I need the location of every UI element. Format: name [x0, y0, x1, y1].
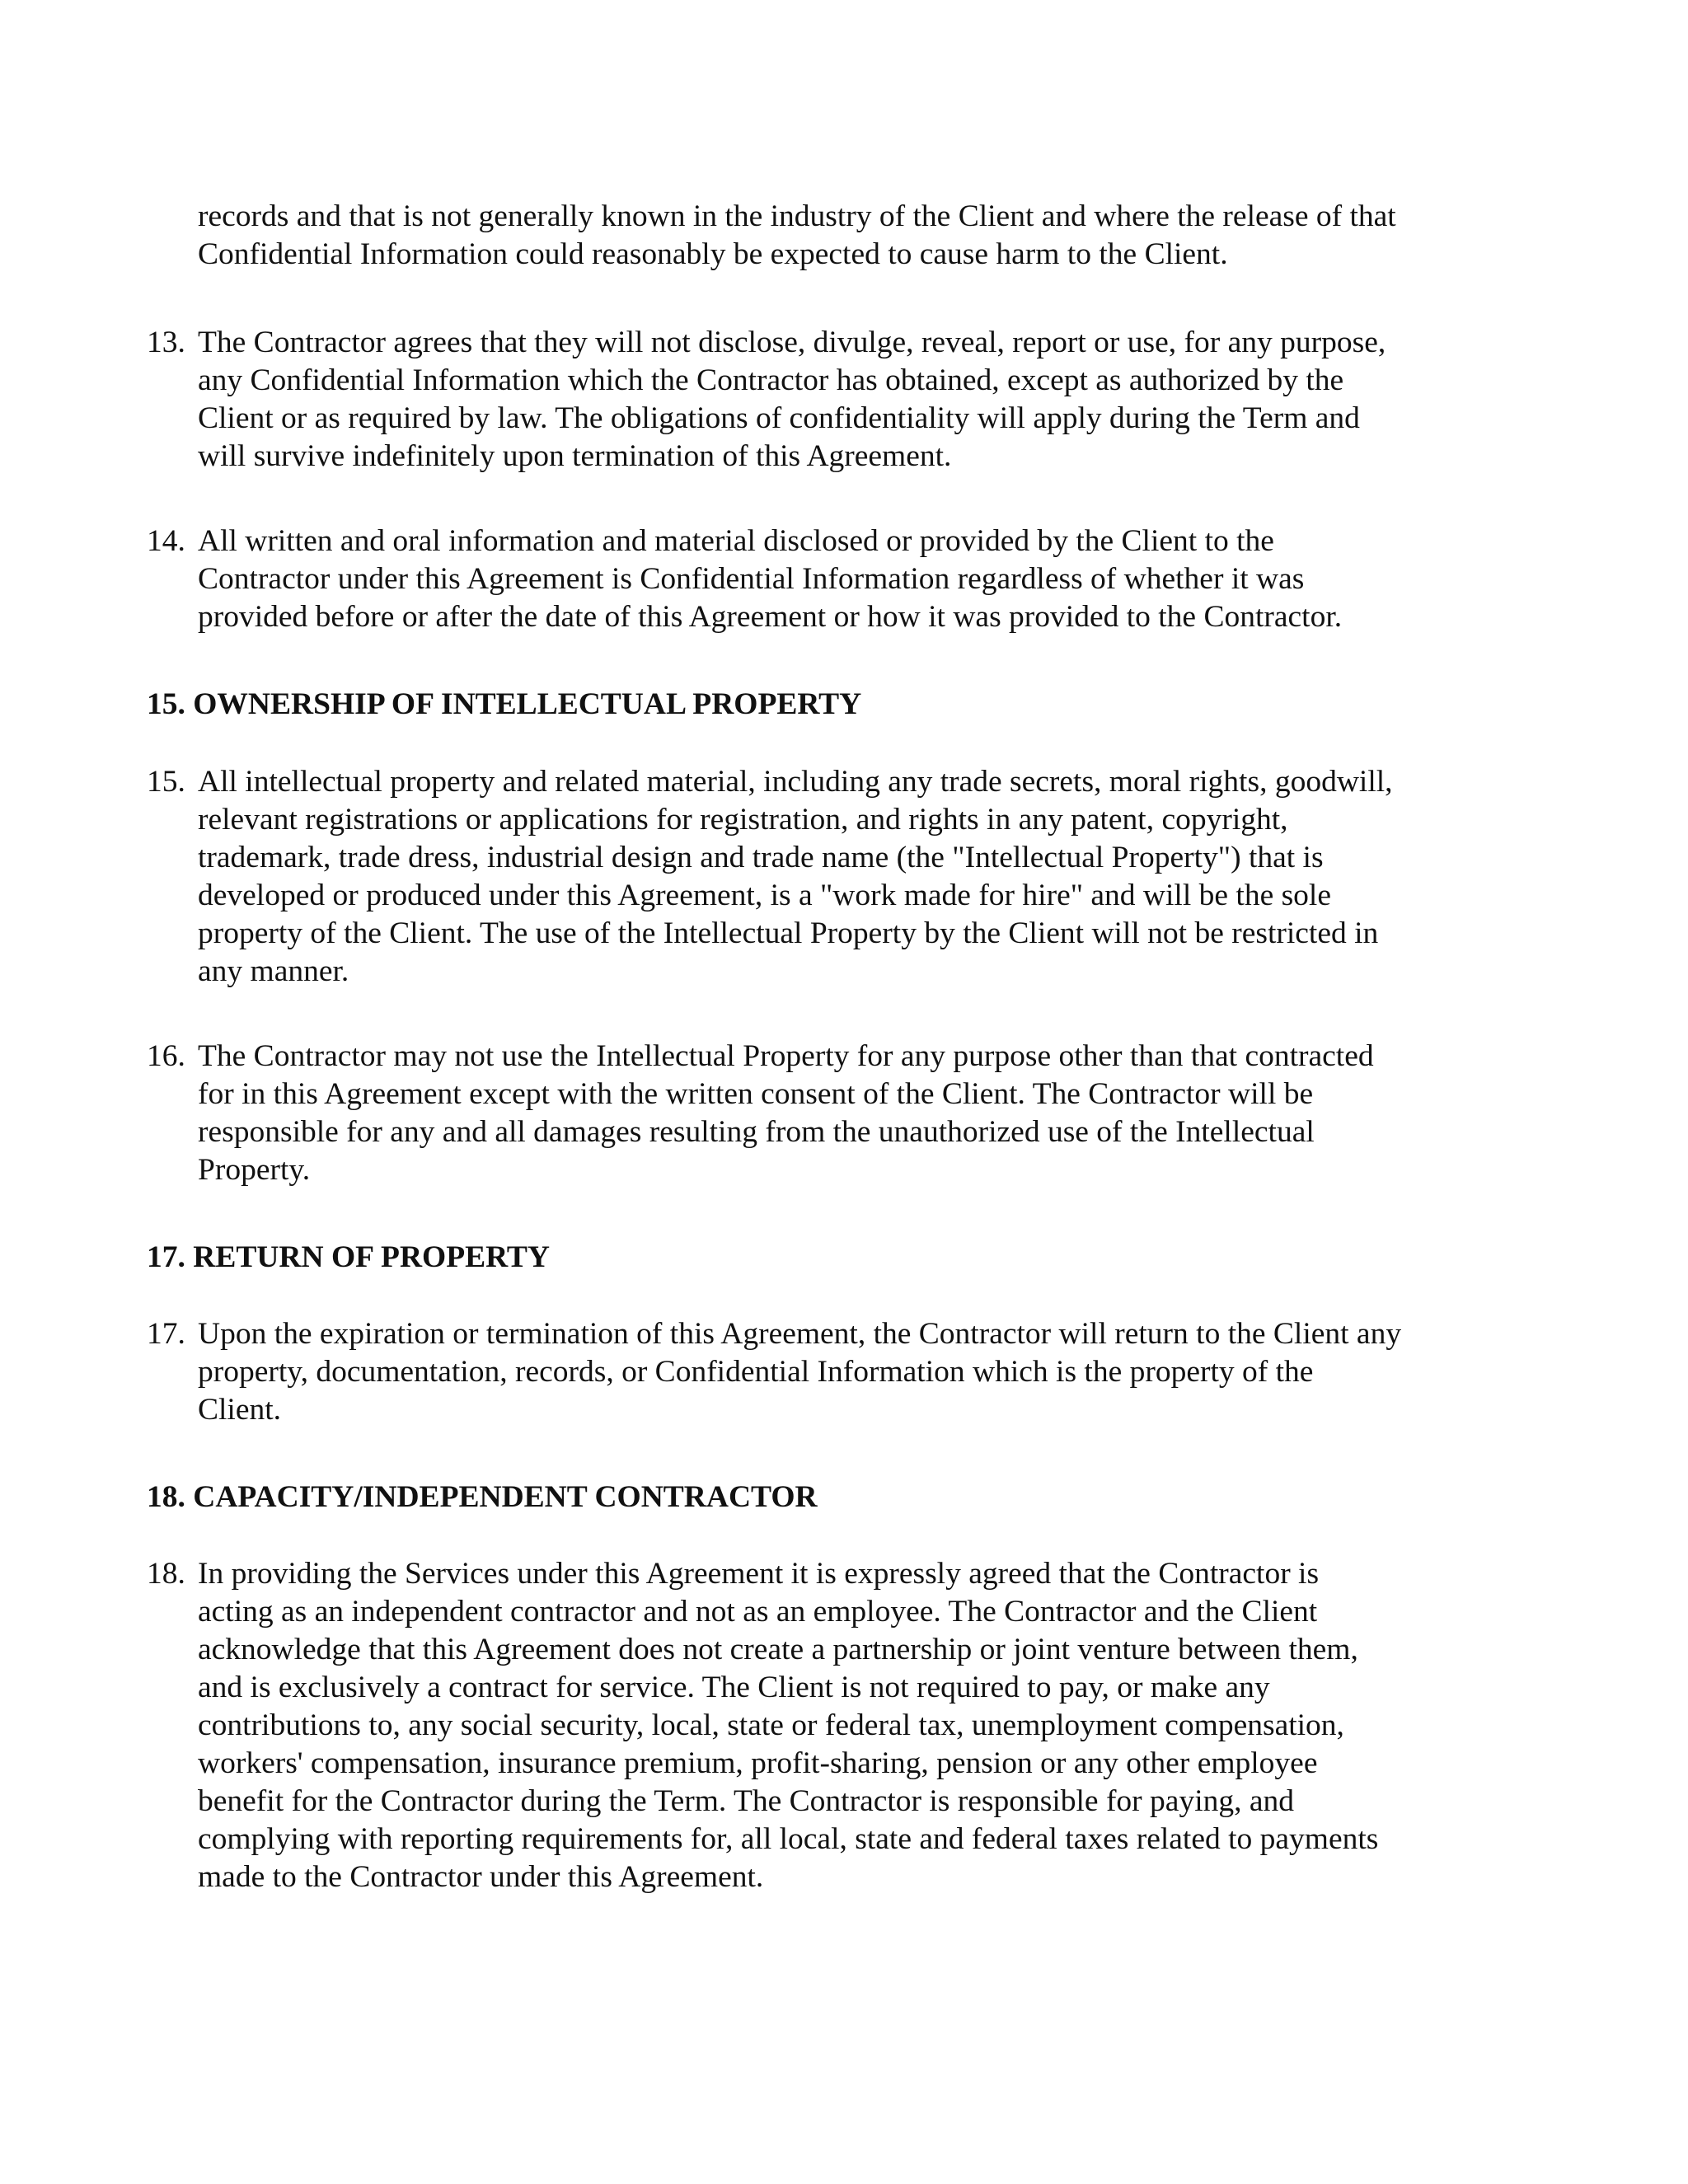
clause-14 [147, 523, 1507, 636]
section-heading-independent-contractor: 18. CAPACITY/INDEPENDENT CONTRACTOR [147, 1480, 818, 1514]
section-heading-return-of-property: 17. RETURN OF PROPERTY [147, 1240, 550, 1274]
clause-text: Upon the expiration or termination of this Agreement, the Contractor will return to the Client any property, documentation, records, or Confidential Information which is the property of the Client. [198, 1317, 1402, 1427]
clause-15 [147, 763, 1507, 991]
clause-18 [147, 1555, 1507, 1896]
clause-text: All intellectual property and related material, including any trade secrets, moral rights, goodwill, relevant registrations or applications for registration, and rights in any patent, copyright, trademark, trade dress, industrial design and trade name (the "Intellectual Property") that is developed or produced under this Agreement, is a "work made for hire" and will be the sole property of the Client. The use of the Intellectual Property by the Client will not be restricted in any manner. [198, 765, 1393, 988]
clause-number: 15. [147, 765, 185, 799]
clause-text: The Contractor may not use the Intellectual Property for any purpose other than that contracted for in this Agreement except with the written consent of the Client. The Contractor will be responsible for any and all damages resulting from the unauthorized use of the Intellectual Property. [198, 1039, 1374, 1187]
clause-number: 13. [147, 326, 185, 359]
clause-number: 14. [147, 524, 185, 558]
clause-text: The Contractor agrees that they will not disclose, divulge, reveal, report or use, for any purpose, any Confidential Information which the Contractor has obtained, except as authorized by the Client or as required by law. The obligations of confidentiality will apply during the Term and will survive indefinitely upon termination of this Agreement. [198, 326, 1386, 473]
clause-number: 16. [147, 1039, 185, 1073]
clause-17 [147, 1315, 1507, 1429]
continuation-paragraph: records and that is not generally known in the industry of the Client and where the release of that Confidential Information could reasonably be expected to cause harm to the Client. [198, 199, 1396, 271]
clause-text: In providing the Services under this Agreement it is expressly agreed that the Contractor is acting as an independent contractor and not as an employee. The Contractor and the Client acknowledge that this Agreement does not create a partnership or joint venture between them, and is exclusively a contract for service. The Client is not required to pay, or make any contributions to, any social security, local, state or federal tax, unemployment compensation, workers' compensation, insurance premium, profit-sharing, pension or any other employee benefit for the Contractor during the Term. The Contractor is responsible for paying, and complying with reporting requirements for, all local, state and federal taxes related to payments made to the Contractor under this Agreement. [198, 1557, 1379, 1894]
clause-number: 17. [147, 1317, 185, 1351]
clause-number: 18. [147, 1557, 185, 1591]
section-heading-ownership: 15. OWNERSHIP OF INTELLECTUAL PROPERTY [147, 687, 862, 721]
clause-13 [147, 324, 1507, 476]
clause-text: All written and oral information and material disclosed or provided by the Client to the Contractor under this Agreement is Confidential Information regardless of whether it was provided before or after the date of this Agreement or how it was provided to the Contractor. [198, 524, 1343, 634]
clause-16 [147, 1038, 1507, 1189]
